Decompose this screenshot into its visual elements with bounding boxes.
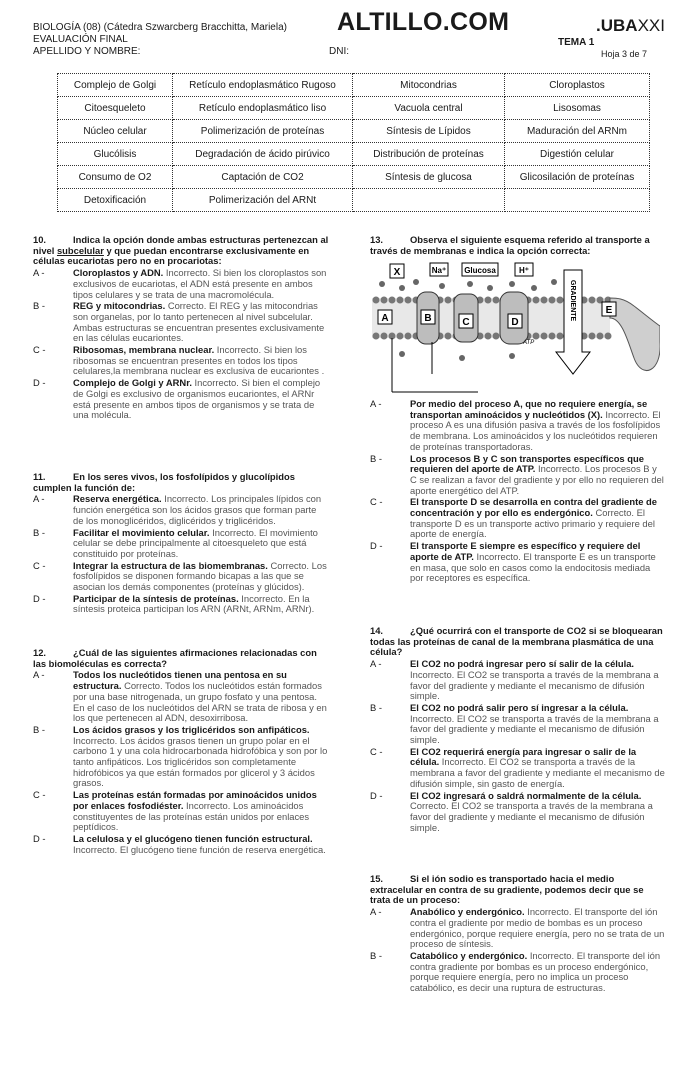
table-cell: Lisosomas <box>505 97 650 120</box>
option-explanation: Correcto. El transporte D es un transporte activo primario y requiere del aporte de energía. <box>410 507 655 540</box>
option-explanation: Incorrecto. En la síntesis proteica participan los ARN (ARNt, ARNm, ARNr). <box>73 592 315 615</box>
question-stem-end: y que puedan encontrarse exclusivamente en células eucariotas pero no en procariotas: <box>33 244 310 267</box>
structures-table <box>57 73 650 212</box>
option-statement: Por medio del proceso A, que no requiere energía, se transportan aminoácidos y nucleótidos (X). <box>410 398 648 420</box>
answer-option <box>33 834 329 855</box>
option-explanation: Incorrecto. El CO2 se transporta a través de la membrana a favor del gradiente y mediante el mecanismo de difusión simple, sin gasto de energía. <box>410 756 665 789</box>
table-row <box>58 97 650 120</box>
option-letter: D - <box>33 832 46 844</box>
exam-title: EVALUACIÓN FINAL <box>33 34 128 45</box>
question-stem: En los seres vivos, los fosfolípidos y glucolípidos cumplen la función de: <box>33 471 295 493</box>
table-cell: Síntesis de Lípidos <box>353 120 505 143</box>
option-explanation: Correcto. El CO2 se transporta a través de la membrana a favor del gradiente y mediante el mecanismo de difusión simple. <box>410 800 653 833</box>
table-cell: Polimerización de proteínas <box>173 120 353 143</box>
option-statement: Cloroplastos y ADN. <box>73 267 164 279</box>
label-glucosa: Glucosa <box>464 266 496 275</box>
table-cell: Digestión celular <box>505 143 650 166</box>
option-statement: Todos los nucleótidos tienen una pentosa en su estructura. <box>73 669 287 692</box>
answer-option <box>33 594 329 615</box>
answer-option <box>370 747 665 790</box>
question-number: 13. <box>370 234 384 245</box>
option-explanation: Incorrecto. El transporte del ión contra gradiente por bombas es un proceso endergónico, porque requiere energía, pero no implica un proceso catabólico, es decir una ruptura de estructuras. <box>410 949 661 994</box>
question-13 <box>370 235 665 256</box>
option-explanation: Correcto. El REG y las mitocondrias son organelas, por lo tanto pertenecen al nivel subcelular. Ambas estructuras se encuentran presentes exclusivamente en las células eucariontes. <box>73 300 325 344</box>
option-explanation: Correcto. Todos los nucleótidos están formados por una base nitrogenada, un grupo fosfato y una pentosa. En el caso de los nucleótidos del ARN se trata de ribosa y en los que pertenecen al ADN, desoxirribosa. <box>73 680 327 724</box>
option-letter: B - <box>370 452 382 464</box>
answer-option <box>33 301 329 344</box>
option-statement: REG y mitocondrias. <box>73 300 166 312</box>
option-letter: B - <box>33 723 45 735</box>
answer-option <box>33 561 329 593</box>
options-list <box>33 268 329 421</box>
answer-option <box>33 528 329 560</box>
label-e: E <box>605 305 613 316</box>
question-10 <box>33 235 329 421</box>
table-cell: Polimerización del ARNt <box>173 189 353 212</box>
answer-option <box>370 703 665 746</box>
option-letter: A - <box>370 398 382 409</box>
option-explanation: Incorrecto. El transporte E es un transporte en masa, que solo en casos como la endocitosis mediada por receptores es específica. <box>410 550 656 584</box>
site-watermark: ALTILLO.COM <box>337 8 510 36</box>
membrane-transport-diagram <box>372 262 660 394</box>
option-statement: Ribosomas, membrana nuclear. <box>73 344 215 356</box>
uba-logo <box>596 16 665 36</box>
option-letter: A - <box>370 658 382 670</box>
option-letter: D - <box>33 377 46 389</box>
answer-option <box>33 725 329 789</box>
question-number: 11. <box>33 471 46 482</box>
label-d: D <box>511 317 519 328</box>
option-explanation: Incorrecto. El movimiento celular se debe principalmente al citoesqueleto que está constituido por proteínas. <box>73 526 318 559</box>
options-list <box>370 659 665 833</box>
dni-label: DNI: <box>329 46 349 57</box>
answer-option <box>33 494 329 526</box>
table-cell <box>353 189 505 212</box>
table-cell: Detoxificación <box>58 189 173 212</box>
table-cell: Glucólisis <box>58 143 173 166</box>
label-c: C <box>462 317 470 328</box>
label-h: H⁺ <box>519 266 529 275</box>
options-list <box>33 670 329 855</box>
label-b: B <box>424 313 432 324</box>
answer-option <box>370 951 665 994</box>
table-cell: Retículo endoplasmático Rugoso <box>173 74 353 97</box>
table-cell <box>505 189 650 212</box>
option-letter: C - <box>370 745 383 757</box>
question-14 <box>370 626 665 833</box>
option-explanation: Incorrecto. El proceso A es una difusión pasiva a través de los fosfolípidos de membrana. Los aminoácidos y los nucleótidos requieren de proteínas transportadoras. <box>410 408 661 452</box>
options-list <box>370 907 665 994</box>
table-cell: Síntesis de glucosa <box>353 166 505 189</box>
label-x: X <box>393 267 401 278</box>
answer-option <box>33 345 329 377</box>
question-number: 15. <box>370 873 384 884</box>
answer-option <box>370 541 665 584</box>
option-explanation: Incorrecto. El CO2 se transporta a través de la membrana a favor del gradiente y mediante el mecanismo de difusión simple. <box>410 712 659 746</box>
table-row <box>58 143 650 166</box>
option-statement: Complejo de Golgi y ARNr. <box>73 377 192 389</box>
option-statement: Integrar la estructura de las biomembranas. <box>73 559 268 571</box>
option-letter: A - <box>33 493 45 505</box>
option-explanation: Incorrecto. Si bien el complejo de Golgi es exclusivo de organismos eucariontes, el ARNr está presente en ambos tipos de organismos y se trata de una molécula. <box>73 377 321 421</box>
option-letter: D - <box>370 789 383 801</box>
table-cell: Vacuola central <box>353 97 505 120</box>
vesicle-shape <box>610 298 660 371</box>
stem-underlined: subcelular <box>56 244 104 256</box>
option-statement: Catabólico y endergónico. <box>410 949 528 961</box>
exam-header <box>33 22 287 58</box>
option-statement: El transporte E siempre es específico y requiere del aporte de ATP. <box>410 540 641 562</box>
answer-option <box>370 659 665 702</box>
option-explanation: Incorrecto. El CO2 se transporta a través de la membrana a favor del gradiente y mediante el mecanismo de difusión simple. <box>410 668 659 702</box>
option-letter: A - <box>370 906 382 918</box>
table-row <box>58 74 650 97</box>
table-cell: Glicosilación de proteínas <box>505 166 650 189</box>
question-stem: Indica la opción donde ambas estructuras pertenezcan al nivel <box>33 234 329 256</box>
question-number: 14. <box>370 625 384 636</box>
answer-option <box>370 399 665 453</box>
option-statement: Facilitar el movimiento celular. <box>73 526 210 538</box>
table-row <box>58 166 650 189</box>
option-statement: Los procesos B y C son transportes específicos que requieren del aporte de ATP. <box>410 452 644 475</box>
table-cell: Citoesqueleto <box>58 97 173 120</box>
option-explanation: Incorrecto. Si bien los ribosomas se encuentran presentes en todos los tipos celulares,la membrana nuclear es exclusiva de eucariontes . <box>73 344 325 377</box>
question-12 <box>33 648 329 855</box>
label-gradiente: GRADIENTE <box>569 280 576 322</box>
tema-label: TEMA 1 <box>558 37 595 48</box>
option-letter: A - <box>33 669 45 681</box>
option-statement: El CO2 requerirá energía para ingresar o salir de la célula. <box>410 745 637 768</box>
option-letter: A - <box>33 267 45 279</box>
question-11 <box>33 472 329 615</box>
table-cell: Núcleo celular <box>58 120 173 143</box>
option-statement: El CO2 no podrá ingresar pero sí salir de la célula. <box>410 658 635 670</box>
option-explanation: Incorrecto. Los procesos B y C se realizan a favor del gradiente y por ello no requieren del aporte energético del ATP. <box>410 463 664 496</box>
table-row <box>58 120 650 143</box>
option-letter: C - <box>33 789 46 801</box>
question-number: 12. <box>33 647 47 658</box>
table-cell: Retículo endoplasmático liso <box>173 97 353 120</box>
option-letter: B - <box>33 526 45 538</box>
page-number: Hoja 3 de 7 <box>601 49 648 59</box>
label-na: Na⁺ <box>431 266 447 275</box>
answer-option <box>33 378 329 421</box>
answer-option <box>33 790 329 833</box>
option-explanation: Incorrecto. Los ácidos grasos tienen un grupo polar en el carbono 1 y una cola hidrocarbonada hidrofóbica y son por lo tanto anfipáticos. Los triglicéridos son completamente hidrofóbicos ya que están formados por glicerol y 3 ácidos grasos. <box>73 734 328 789</box>
option-statement: Anabólico y endergónico. <box>410 906 525 918</box>
option-letter: C - <box>33 559 46 571</box>
option-letter: B - <box>370 949 382 961</box>
option-statement: El CO2 ingresará o saldrá normalmente de la célula. <box>410 789 642 801</box>
table-cell: Consumo de O2 <box>58 166 173 189</box>
table-cell: Distribución de proteínas <box>353 143 505 166</box>
option-statement: Reserva energética. <box>73 493 162 505</box>
option-letter: C - <box>370 496 383 508</box>
option-explanation: Incorrecto. Los principales lípidos con función energética son los ácidos grasos que forman parte de los monoglicéridos, diglicéridos y triglicéridos. <box>73 493 322 526</box>
option-statement: Participar de la síntesis de proteínas. <box>73 592 239 604</box>
question-13-options <box>370 398 665 584</box>
answer-option <box>370 907 665 950</box>
table-row <box>58 189 650 212</box>
name-label: APELLIDO Y NOMBRE: <box>33 46 141 57</box>
option-letter: C - <box>33 344 46 356</box>
question-stem: ¿Cuál de las siguientes afirmaciones relacionadas con las biomoléculas es correcta? <box>33 647 317 669</box>
answer-option <box>33 670 329 724</box>
option-statement: El transporte D se desarrolla en contra del gradiente de concentración y por ello es endergónico. <box>410 496 657 519</box>
options-list <box>33 494 329 615</box>
option-letter: B - <box>33 300 45 312</box>
label-a: A <box>381 313 389 324</box>
options-list <box>370 399 665 584</box>
table-cell: Degradación de ácido pirúvico <box>173 143 353 166</box>
option-letter: D - <box>33 592 46 604</box>
option-explanation: Incorrecto. El glucógeno tiene función de reserva energética. <box>73 843 326 855</box>
option-explanation: Incorrecto. El transporte del ión contra el gradiente por medio de bombas es un proceso endergónico, porque requiere energía, pero no se trata de un proceso de síntesis. <box>410 906 665 950</box>
bracket-lines <box>392 338 478 392</box>
option-explanation: Incorrecto. Los aminoácidos constituyentes de las proteínas están unidos por enlaces peptídicos. <box>73 799 310 833</box>
course-title: BIOLOGÍA (08) (Cátedra Szwarcberg Bracchitta, Mariela) <box>33 22 287 33</box>
table-cell: Complejo de Golgi <box>58 74 173 97</box>
question-stem: ¿Qué ocurrirá con el transporte de CO2 si se bloquearan todas las proteínas de canal de la membrana plasmática de una célula? <box>370 625 663 658</box>
table-cell: Captación de CO2 <box>173 166 353 189</box>
option-explanation: Correcto. Los fosfolípidos se disponen formando bicapas a las que se asocian los demás componentes (proteínas y glúcidos). <box>73 559 327 593</box>
table-cell: Maduración del ARNm <box>505 120 650 143</box>
question-number: 10. <box>33 234 47 245</box>
option-explanation: Incorrecto. Si bien los cloroplastos son exclusivos de eucariotas, el ADN está presente en ambos tipos celulares y se trata de una macromolécula. <box>73 267 327 300</box>
question-stem: Observa el siguiente esquema referido al transporte a través de membranas e indica la opción correcta: <box>370 234 650 256</box>
answer-option <box>33 268 329 300</box>
label-atp: ATP <box>523 340 535 346</box>
table-cell: Mitocondrias <box>353 74 505 97</box>
option-statement: Las proteínas están formadas por aminoácidos unidos por enlaces fosfodiéster. <box>73 789 317 811</box>
logo-main: .UBA <box>596 16 638 35</box>
option-statement: Los ácidos grasos y los triglicéridos son anfipáticos. <box>73 723 310 735</box>
question-15 <box>370 874 665 994</box>
table-cell: Cloroplastos <box>505 74 650 97</box>
option-statement: La celulosa y el glucógeno tienen función estructural. <box>73 832 313 844</box>
answer-option <box>370 454 665 497</box>
answer-option <box>370 791 665 834</box>
option-statement: El CO2 no podrá salir pero sí ingresar a la célula. <box>410 701 629 713</box>
answer-option <box>370 497 665 540</box>
logo-suffix: XXI <box>637 16 665 35</box>
question-stem: Si el ión sodio es transportado hacia el medio extracelular en contra de su gradiente, podemos decir que se trata de un proceso: <box>370 873 644 906</box>
option-letter: D - <box>370 540 383 552</box>
option-letter: B - <box>370 701 382 713</box>
